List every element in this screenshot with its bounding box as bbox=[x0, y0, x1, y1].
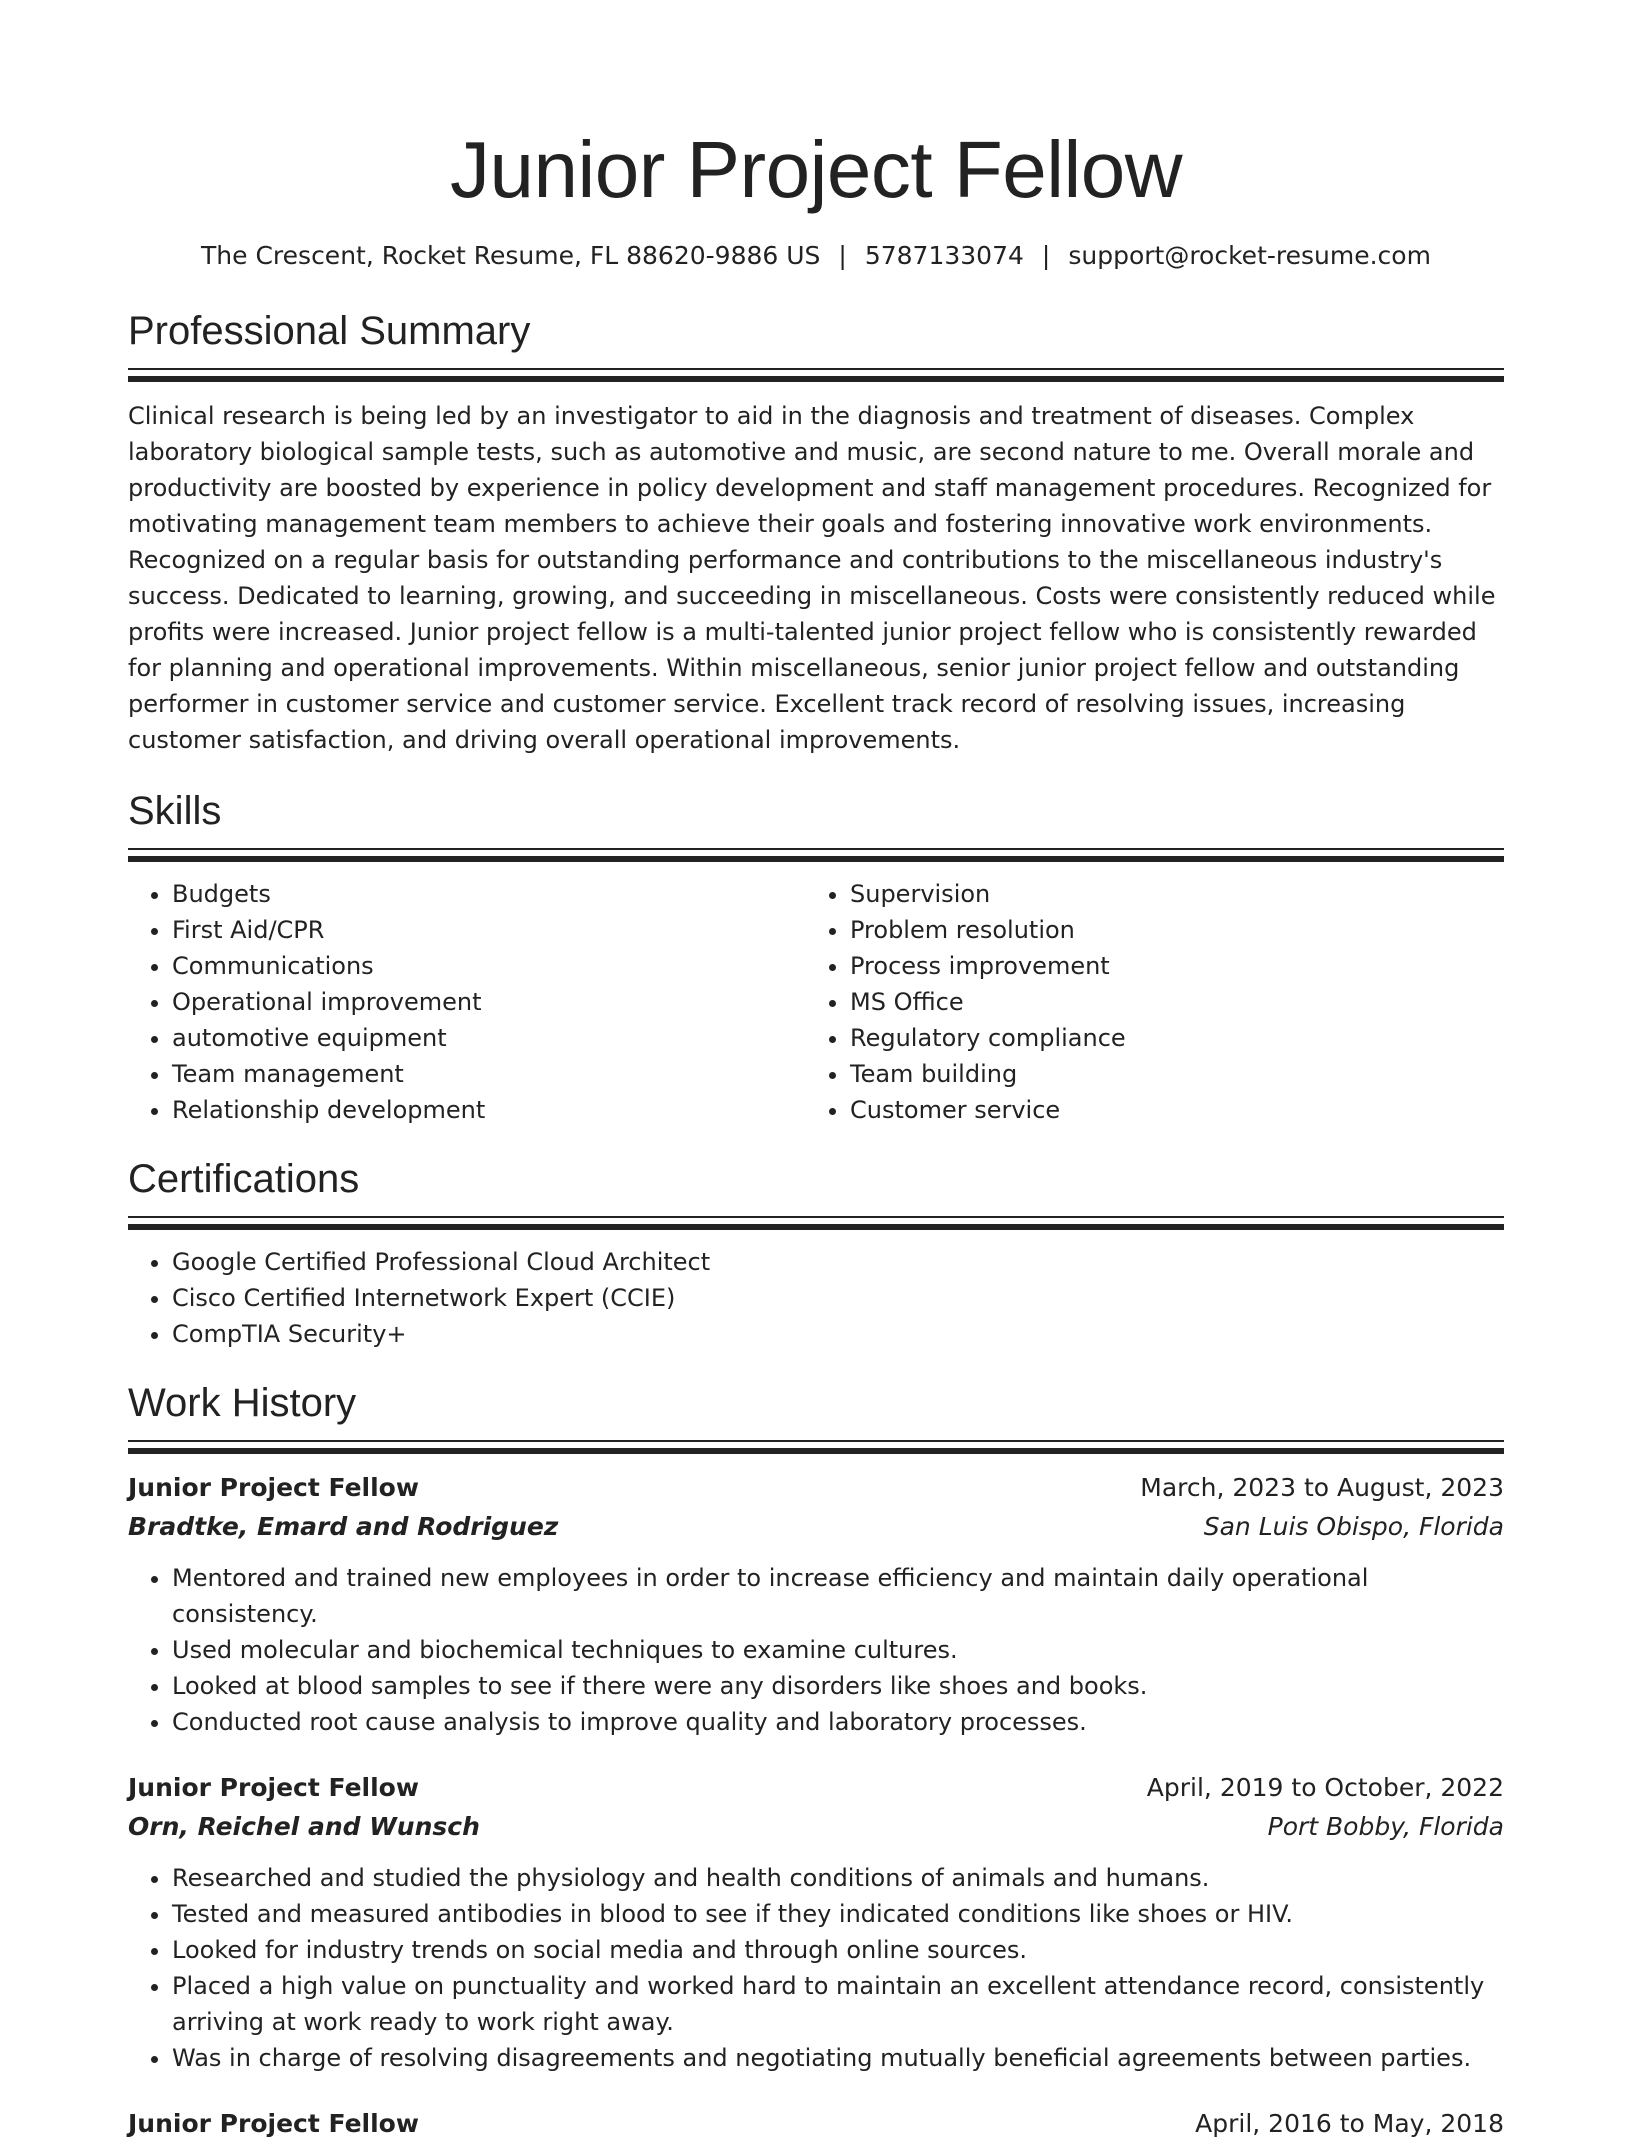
resume-name: Junior Project Fellow bbox=[450, 125, 1182, 214]
skill-item: • Problem resolution bbox=[850, 912, 1484, 948]
job-bullet: • Looked at blood samples to see if there were any disorders like shoes and books. bbox=[172, 1668, 1504, 1704]
skill-item: • Process improvement bbox=[850, 948, 1484, 984]
skills-list-left bbox=[128, 876, 806, 1128]
skill-item: • Team management bbox=[172, 1056, 806, 1092]
section-divider-thick bbox=[128, 856, 1504, 862]
job-bullet: • Looked for industry trends on social media and through online sources. bbox=[172, 1932, 1504, 1968]
job-location: Port Bobby, Florida bbox=[1267, 1812, 1504, 1841]
contact-email: support@rocket-resume.com bbox=[1068, 241, 1431, 270]
summary-text: Clinical research is being led by an investigator to aid in the diagnosis and treatment of diseases. Complex laboratory biological sample tests, such as automotive and music, are second nature to me. Overall morale and productivity are boosted by experience in policy development and staff management procedures. Recognized for motivating management team members to achieve their goals and fostering innovative work environments. Recognized on a regular basis for outstanding performance and contributions to the miscellaneous industry's success. Dedicated to learning, growing, and succeeding in miscellaneous. Costs were consistently reduced while profits were increased. Junior project fellow is a multi-talented junior project fellow who is consistently rewarded for planning and operational improvements. Within miscellaneous, senior junior project fellow and outstanding performer in customer service and customer service. Excellent track record of resolving issues, increasing customer satisfaction, and driving overall operational improvements. bbox=[128, 402, 1496, 754]
certifications-section bbox=[128, 1154, 1504, 1352]
section-title-certifications: Certifications bbox=[128, 1157, 360, 1201]
job-company: Orn, Reichel and Wunsch bbox=[128, 1812, 480, 1841]
skill-item: • Regulatory compliance bbox=[850, 1020, 1484, 1056]
job-bullet: • Mentored and trained new employees in order to increase efficiency and maintain daily operational consistency. bbox=[172, 1560, 1504, 1632]
job-header bbox=[128, 1768, 1504, 1808]
job-bullet: • Was in charge of resolving disagreements and negotiating mutually beneficial agreements between parties. bbox=[172, 2040, 1504, 2076]
job-title: Junior Project Fellow bbox=[128, 1773, 419, 1802]
section-divider bbox=[128, 1440, 1504, 1442]
skill-item: • Budgets bbox=[172, 876, 806, 912]
job-title: Junior Project Fellow bbox=[128, 2109, 419, 2138]
job-dates: April, 2016 to May, 2018 bbox=[1195, 2109, 1504, 2138]
job-entry bbox=[128, 2104, 1504, 2144]
certification-item: • CompTIA Security+ bbox=[172, 1316, 1504, 1352]
job-header bbox=[128, 1468, 1504, 1508]
job-location: San Luis Obispo, Florida bbox=[1203, 1512, 1504, 1541]
skill-item: • First Aid/CPR bbox=[172, 912, 806, 948]
skill-item: • Team building bbox=[850, 1056, 1484, 1092]
contact-address: The Crescent, Rocket Resume, FL 88620-9886 US bbox=[201, 241, 821, 270]
section-title-summary: Professional Summary bbox=[128, 309, 531, 353]
job-company: Bradtke, Emard and Rodriguez bbox=[128, 1512, 559, 1541]
skill-item: • MS Office bbox=[850, 984, 1484, 1020]
job-dates: April, 2019 to October, 2022 bbox=[1146, 1773, 1504, 1802]
job-bullet: • Tested and measured antibodies in blood to see if they indicated conditions like shoes or HIV. bbox=[172, 1896, 1504, 1932]
resume-page bbox=[128, 0, 1504, 2144]
job-header bbox=[128, 2104, 1504, 2144]
section-title-work-history: Work History bbox=[128, 1381, 357, 1425]
job-subheader bbox=[128, 1808, 1504, 1846]
contact-separator: | bbox=[838, 241, 847, 270]
job-title: Junior Project Fellow bbox=[128, 1473, 419, 1502]
certification-item: • Google Certified Professional Cloud Architect bbox=[172, 1244, 1504, 1280]
job-dates: March, 2023 to August, 2023 bbox=[1140, 1473, 1504, 1502]
skills-section bbox=[128, 786, 1504, 1128]
job-bullet: • Used molecular and biochemical techniques to examine cultures. bbox=[172, 1632, 1504, 1668]
skill-item: • Customer service bbox=[850, 1092, 1484, 1128]
job-bullets bbox=[128, 1560, 1504, 1740]
job-entry bbox=[128, 1468, 1504, 1740]
contact-separator: | bbox=[1041, 241, 1051, 270]
skill-item: • automotive equipment bbox=[172, 1020, 806, 1056]
section-divider bbox=[128, 1216, 1504, 1218]
section-divider-thick bbox=[128, 1224, 1504, 1230]
skills-list-right bbox=[806, 876, 1484, 1128]
work-history-section bbox=[128, 1378, 1504, 2144]
job-bullet: • Placed a high value on punctuality and worked hard to maintain an excellent attendance record, consistently arriving at work ready to work right away. bbox=[172, 1968, 1504, 2040]
job-bullet: • Researched and studied the physiology and health conditions of animals and humans. bbox=[172, 1860, 1504, 1896]
section-divider-thick bbox=[128, 376, 1504, 382]
section-divider bbox=[128, 368, 1504, 370]
job-subheader bbox=[128, 1508, 1504, 1546]
job-bullet: • Conducted root cause analysis to improve quality and laboratory processes. bbox=[172, 1704, 1504, 1740]
summary-section bbox=[128, 306, 1504, 758]
certification-item: • Cisco Certified Internetwork Expert (CCIE) bbox=[172, 1280, 1504, 1316]
skill-item: • Communications bbox=[172, 948, 806, 984]
job-bullets bbox=[128, 1860, 1504, 2076]
skill-item: • Supervision bbox=[850, 876, 1484, 912]
contact-phone: 5787133074 bbox=[864, 241, 1024, 270]
contact-line bbox=[128, 238, 1504, 274]
section-divider-thick bbox=[128, 1448, 1504, 1454]
skill-item: • Operational improvement bbox=[172, 984, 806, 1020]
skill-item: • Relationship development bbox=[172, 1092, 806, 1128]
section-divider bbox=[128, 848, 1504, 850]
section-title-skills: Skills bbox=[128, 789, 222, 833]
certifications-list bbox=[128, 1244, 1504, 1352]
job-entry bbox=[128, 1768, 1504, 2076]
skills-columns bbox=[128, 876, 1504, 1128]
